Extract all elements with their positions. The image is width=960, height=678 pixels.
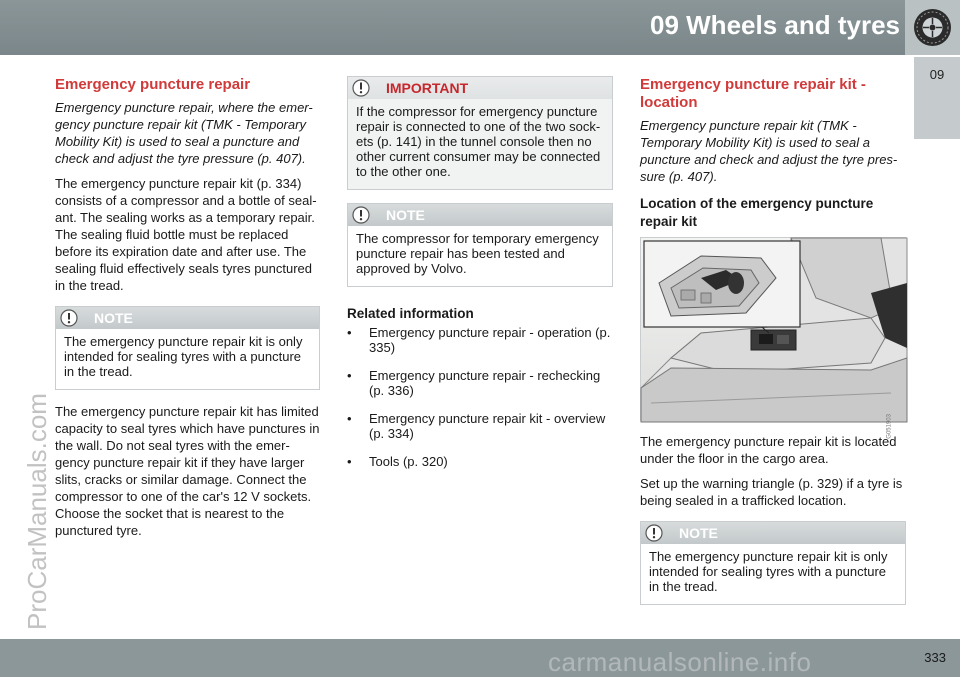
note-text: The emergency puncture repair kit is only intended for sealing tyres with a puncture in the tread. [56, 329, 319, 389]
note-title: NOTE [679, 525, 718, 541]
section-heading: Emergency puncture repair kit - location [640, 76, 866, 111]
note-box [640, 521, 906, 605]
car-trunk-drawing [641, 238, 907, 422]
figure-heading: Location of the emergency puncture repair kit [640, 196, 874, 229]
tyre-icon [912, 7, 953, 48]
footer-bar [0, 639, 960, 677]
important-header [348, 77, 612, 99]
important-text: If the compressor for emergency puncture repair is connected to one of the two sock-ets (p. 141) in the tunnel console then no other current consumer may be connected to the other one. [348, 99, 612, 189]
page-number: 333 [924, 650, 946, 665]
chapter-title: 09 Wheels and tyres [650, 10, 900, 40]
cargo-area-illustration [640, 237, 906, 439]
note-text: The emergency puncture repair kit is only intended for sealing tyres with a puncture in the tread. [641, 544, 905, 604]
middle-column [347, 76, 613, 482]
related-link[interactable]: • Emergency puncture repair - rechecking (p. 336) [347, 368, 613, 398]
note-header [641, 522, 905, 544]
section-intro: Emergency puncture repair, where the emer-gency puncture repair kit (TMK - Temporary Mobility Kit) is used to seal a puncture and check and adjust the tyre pressure (p. 407). [55, 100, 313, 166]
related-link[interactable]: • Emergency puncture repair - operation (p. 335) [347, 325, 613, 355]
related-link[interactable]: • Tools (p. 320) [347, 454, 613, 469]
paragraph: The emergency puncture repair kit is located under the floor in the cargo area. [640, 434, 897, 466]
info-icon [645, 524, 663, 542]
note-title: NOTE [94, 310, 133, 326]
note-text: The compressor for temporary emergency puncture repair has been tested and approved by Volvo. [348, 226, 612, 286]
paragraph: Set up the warning triangle (p. 329) if a tyre is being sealed in a trafficked location. [640, 476, 903, 508]
paragraph: The emergency puncture repair kit has limited capacity to seal tyres which have punctures in the wall. Do not seal tyres with the emer-gency puncture repair kit if they have larger slits, cracks or similar damage. Connect the compressor to one of the car's 12 V sockets. Choose the socket that is nearest to the punctured tyre. [55, 404, 320, 538]
related-link[interactable]: • Emergency puncture repair kit - overview (p. 334) [347, 411, 613, 441]
important-title: IMPORTANT [386, 80, 469, 96]
left-column [55, 76, 320, 547]
figure-code: G051903 [887, 414, 893, 439]
important-box [347, 76, 613, 190]
warning-icon [352, 79, 370, 97]
info-icon [60, 309, 78, 327]
chapter-tab-label: 09 [929, 67, 945, 82]
note-header [56, 307, 319, 329]
related-info-list [347, 325, 613, 469]
section-intro: Emergency puncture repair kit (TMK - Temporary Mobility Kit) is used to seal a puncture and check and adjust the tyre pres-sure (p. 407). [640, 118, 898, 184]
note-title: NOTE [386, 207, 425, 223]
info-icon [352, 206, 370, 224]
paragraph: The emergency puncture repair kit (p. 334) consists of a compressor and a bottle of seal-ant. The sealing works as a temporary repair. The sealing fluid bottle must be replaced before its expiration date and after use. The sealing fluid effectively seals tyres punctured in the tread. [55, 176, 317, 293]
footer-watermark: carmanualsonline.info [548, 647, 812, 677]
note-box [347, 203, 613, 287]
side-watermark: ProCarManuals.com [22, 393, 52, 630]
related-info-heading: Related information [347, 306, 474, 321]
chapter-tab [914, 57, 960, 139]
tyre-icon-box [905, 0, 960, 55]
section-heading: Emergency puncture repair [55, 76, 251, 93]
right-column [640, 76, 906, 618]
note-box [55, 306, 320, 390]
header-bar [0, 0, 960, 55]
note-header [348, 204, 612, 226]
